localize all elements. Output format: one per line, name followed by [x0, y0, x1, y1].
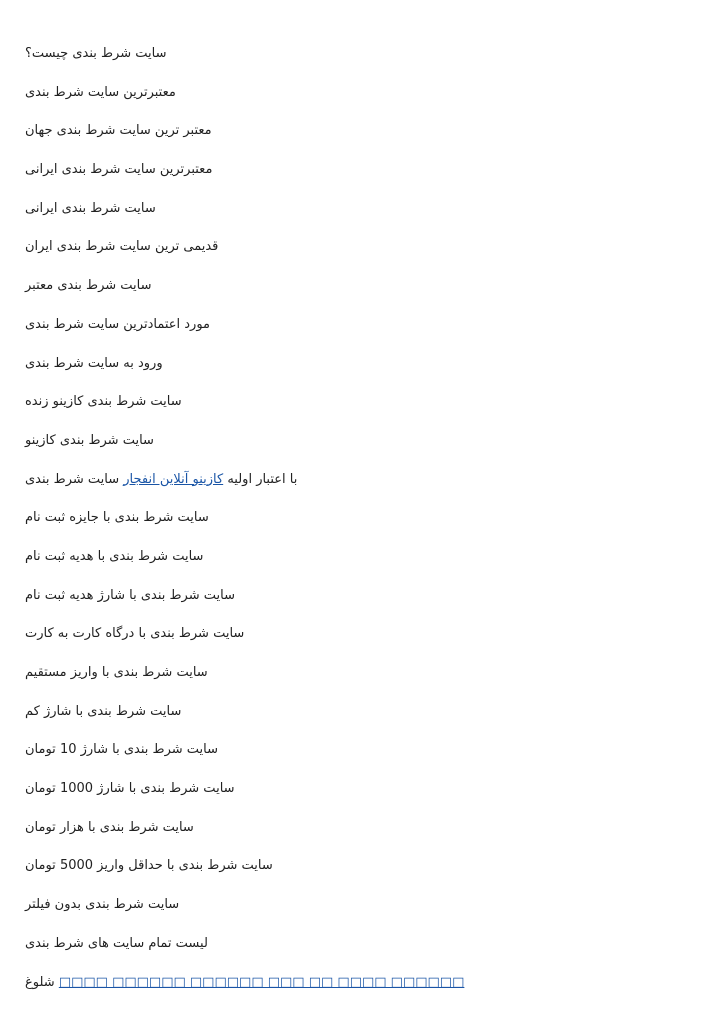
casino-link[interactable]: کازینو آنلاین انفجار — [123, 471, 224, 487]
list-item: سایت شرط بندی ایرانی — [25, 200, 156, 216]
list-item: سایت شرط بندی معتبر — [25, 278, 152, 294]
list-item: سایت شرط بندی با شارژ هدیه ثبت نام — [25, 587, 235, 603]
list-item: سایت شرط بندی با هدیه ثبت نام — [25, 548, 204, 564]
list-item: سایت شرط بندی چیست؟ — [25, 46, 167, 61]
list-item: معتبرترین سایت شرط بندی — [25, 84, 176, 100]
list-item: سایت شرط بندی با درگاه کارت به کارت — [25, 626, 245, 642]
list-item: سایت شرط بندی با شارژ کم — [25, 703, 182, 719]
list-item: معتبر ترین سایت شرط بندی جهان — [25, 123, 212, 139]
list-item: ورود به سایت شرط بندی — [25, 355, 163, 371]
list-item: سایت شرط بندی کازینو — [25, 432, 154, 448]
list-item: سایت شرط بندی با شارژ 10 تومان — [25, 742, 218, 758]
list-item: معتبرترین سایت شرط بندی ایرانی — [25, 162, 213, 178]
keyword-list — [25, 44, 695, 1011]
list-item: سایت شرط بندی با حداقل واریز 5000 تومان — [25, 858, 273, 874]
garbled-link[interactable]: □□□□ □□□□□□ □□□□□□ □□□ □□ □□□□ □□□□□□ — [58, 974, 465, 990]
list-item: سایت شرط بندی با شارژ 1000 تومان — [25, 781, 235, 797]
list-item: سایت شرط بندی با جایزه ثبت نام — [25, 510, 209, 526]
list-item-with-link: سایت شرط بندی کازینو آنلاین انفجار با اعتبار اولیه — [25, 471, 298, 487]
list-item: قدیمی ترین سایت شرط بندی ایران — [25, 239, 219, 255]
list-item-with-link: شلوغ □□□□ □□□□□□ □□□□□□ □□□ □□ □□□□ □□□□□□ — [25, 974, 465, 990]
list-item: سایت شرط بندی با واریز مستقیم — [25, 665, 208, 680]
list-item: سایت شرط بندی با هزار تومان — [25, 819, 194, 835]
list-item: سایت شرط بندی بدون فیلتر — [25, 897, 180, 913]
list-item: سایت شرط بندی کازینو زنده — [25, 394, 182, 410]
list-item: مورد اعتمادترین سایت شرط بندی — [25, 316, 211, 332]
list-item: لیست تمام سایت های شرط بندی — [25, 935, 208, 951]
